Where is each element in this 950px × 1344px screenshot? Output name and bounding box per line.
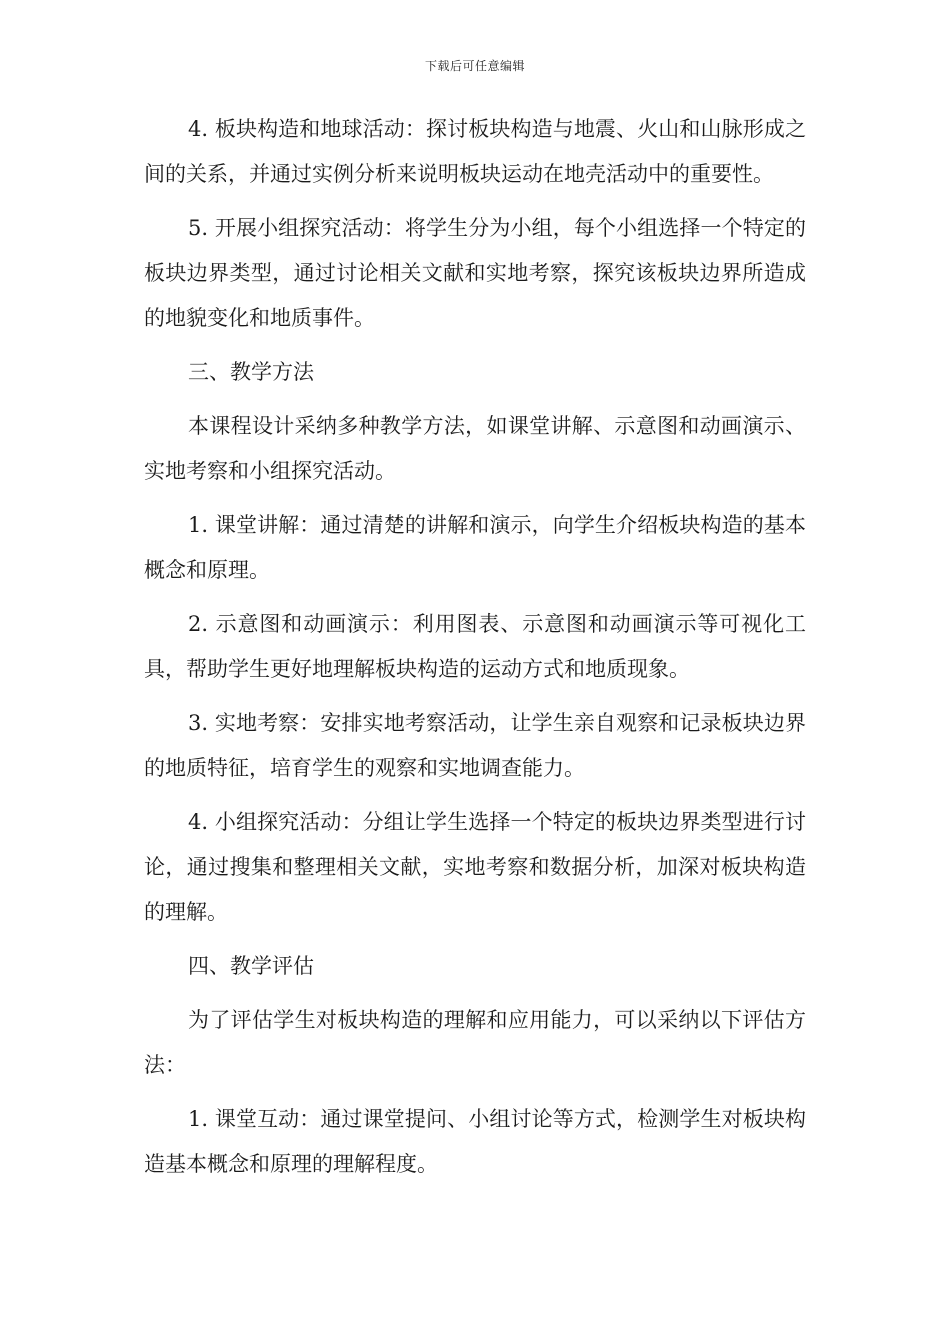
paragraph-assessment-intro: 为了评估学生对板块构造的理解和应用能力，可以采纳以下评估方法： — [144, 1008, 806, 1077]
paragraph-assessment-interaction: 1. 课堂互动：通过课堂提问、小组讨论等方式，检测学生对板块构造基本概念和原理的理解程度。 — [144, 1107, 806, 1176]
document-body — [144, 107, 806, 1187]
paragraph-method-field-study: 3. 实地考察：安排实地考察活动，让学生亲自观察和记录板块边界的地质特征，培育学生的观察和实地调查能力。 — [144, 711, 806, 780]
paragraph-plate-tectonics-activity: 4. 板块构造和地球活动：探讨板块构造与地震、火山和山脉形成之间的关系，并通过实例分析来说明板块运动在地壳活动中的重要性。 — [144, 117, 806, 186]
header-note: 下载后可任意编辑 — [424, 59, 525, 73]
section-heading-teaching-methods: 三、教学方法 — [188, 360, 314, 384]
paragraph-methods-intro: 本课程设计采纳多种教学方法，如课堂讲解、示意图和动画演示、实地考察和小组探究活动。 — [144, 414, 806, 483]
paragraph-method-lecture: 1. 课堂讲解：通过清楚的讲解和演示，向学生介绍板块构造的基本概念和原理。 — [144, 513, 806, 582]
paragraph-method-group-inquiry: 4. 小组探究活动：分组让学生选择一个特定的板块边界类型进行讨论，通过搜集和整理相关文献，实地考察和数据分析，加深对板块构造的理解。 — [144, 810, 806, 924]
paragraph-method-diagrams: 2. 示意图和动画演示：利用图表、示意图和动画演示等可视化工具，帮助学生更好地理解板块构造的运动方式和地质现象。 — [144, 612, 806, 681]
section-heading-assessment: 四、教学评估 — [188, 954, 314, 978]
paragraph-group-inquiry: 5. 开展小组探究活动：将学生分为小组，每个小组选择一个特定的板块边界类型，通过讨论相关文献和实地考察，探究该板块边界所造成的地貌变化和地质事件。 — [144, 216, 806, 330]
